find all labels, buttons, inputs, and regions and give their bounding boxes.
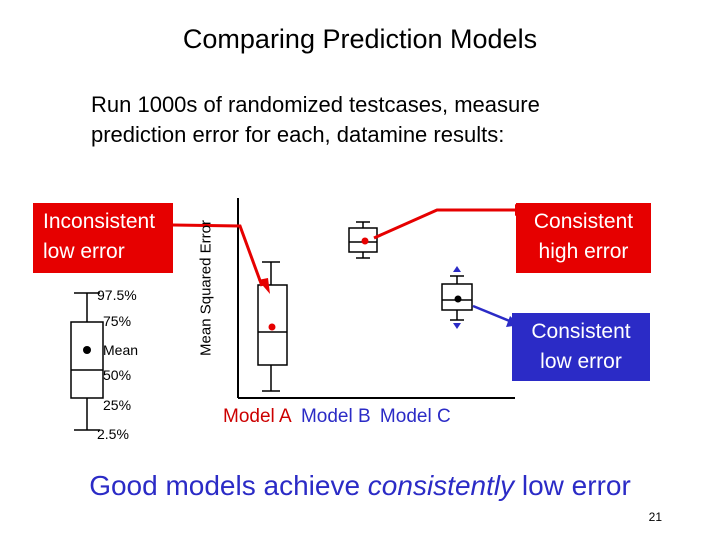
slide-subtitle: Run 1000s of randomized testcases, measure prediction error for each, datamine results: <box>91 92 540 147</box>
callout-consistent-low-error: Consistent low error <box>512 313 650 381</box>
legend-label-97-5: 97.5% <box>97 287 137 303</box>
model-b-label: Model B <box>300 406 371 427</box>
legend-mean-dot <box>83 346 91 354</box>
legend-label-mean: Mean <box>103 342 139 358</box>
model-c-label: Model C <box>379 406 451 427</box>
model-labels <box>223 406 455 428</box>
model-c-boxplot <box>442 266 472 329</box>
model-a-label: Model A <box>223 406 292 427</box>
page-number: 21 <box>648 510 662 524</box>
conclusion-pre: Good models achieve <box>89 470 368 501</box>
legend-boxplot <box>71 293 103 430</box>
slide-title: Comparing Prediction Models <box>182 24 538 54</box>
legend-label-75: 75% <box>103 313 132 329</box>
legend-label-2-5: 2.5% <box>97 426 129 442</box>
y-axis-label: Mean Squared Error <box>197 220 215 356</box>
legend-label-25: 25% <box>103 397 132 413</box>
legend-label-50: 50% <box>103 367 132 383</box>
callout-consistent-high-error: Consistent high error <box>516 203 651 273</box>
callout-inconsistent-low-error: Inconsistent low error <box>33 203 173 273</box>
conclusion-emphasis: consistently <box>367 470 515 501</box>
conclusion <box>0 470 720 502</box>
model-b-boxplot <box>349 222 377 258</box>
conclusion-post: low error <box>514 470 631 501</box>
